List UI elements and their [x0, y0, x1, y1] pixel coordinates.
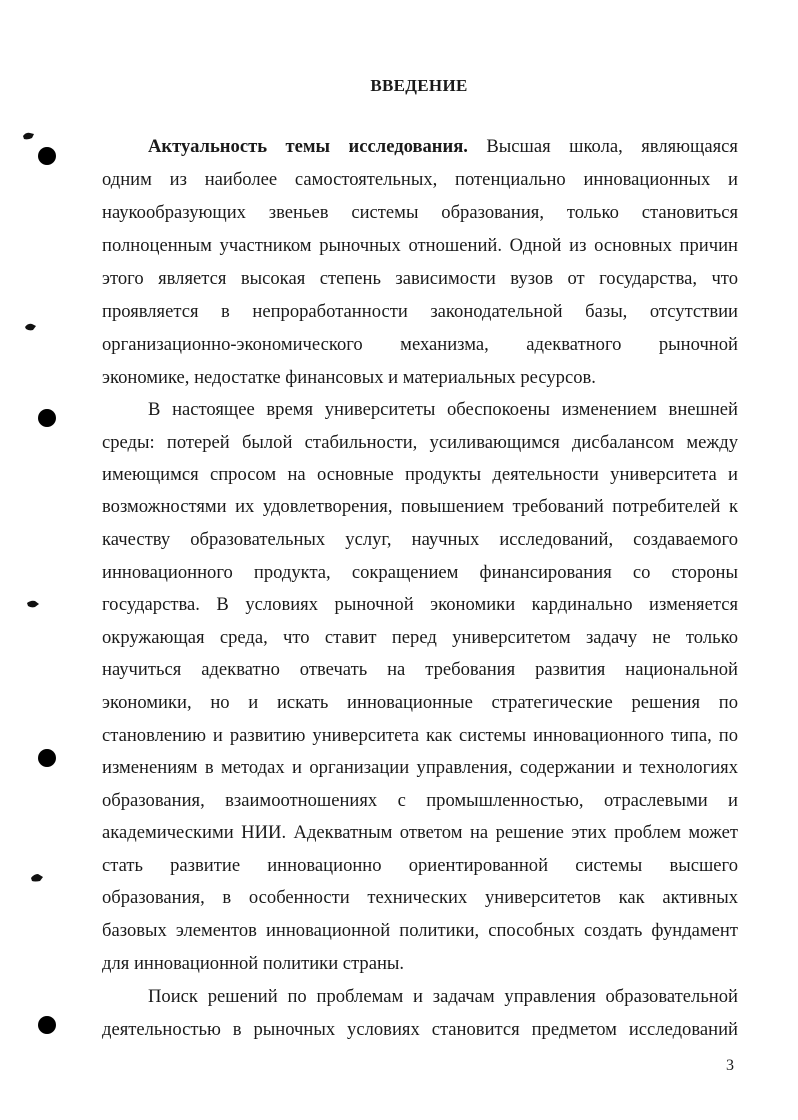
- text-line: возможностями их удовлетворения, повышением требований потребителей к: [102, 496, 738, 517]
- text-line: полноценным участником рыночных отношений. Одной из основных причин: [102, 235, 738, 256]
- text-line: изменениям в методах и организации управления, содержании и технологиях: [102, 757, 738, 778]
- text-line: государства. В условиях рыночной экономики кардинально изменяется: [102, 594, 738, 615]
- text-line: образования, взаимоотношениях с промышленностью, отраслевыми и: [102, 790, 738, 811]
- scan-mark: [26, 599, 40, 609]
- text-line: инновационного продукта, сокращением финансирования со стороны: [102, 562, 738, 583]
- scan-mark: [30, 873, 44, 883]
- text-line: экономики, но и искать инновационные стратегические решения по: [102, 692, 738, 713]
- text-line: имеющимся спросом на основные продукты деятельности университета и: [102, 464, 738, 485]
- text-line: академическими НИИ. Адекватным ответом на решение этих проблем может: [102, 822, 738, 843]
- text-line: Поиск решений по проблемам и задачам управления образовательной: [148, 986, 738, 1007]
- binder-hole: [38, 749, 56, 767]
- text-line: экономике, недостатке финансовых и материальных ресурсов.: [102, 367, 596, 388]
- section-heading-lead: Актуальность темы исследования.: [148, 136, 468, 157]
- text-line: организационно-экономического механизма, адекватного рыночной: [102, 334, 738, 355]
- binder-hole: [38, 1016, 56, 1034]
- scan-mark: [22, 131, 36, 141]
- scan-mark: [24, 322, 38, 332]
- text-line: образования, в особенности технических университетов как активных: [102, 887, 738, 908]
- text-line: проявляется в непроработанности законодательной базы, отсутствии: [102, 301, 738, 322]
- text-line: для инновационной политики страны.: [102, 953, 405, 974]
- text-line: деятельностью в рыночных условиях становится предметом исследований: [102, 1019, 738, 1040]
- text-line: стать развитие инновационно ориентированной системы высшего: [102, 855, 738, 876]
- text-line: качеству образовательных услуг, научных исследований, создаваемого: [102, 529, 738, 550]
- binder-hole: [38, 147, 56, 165]
- page-title: ВВЕДЕНИЕ: [370, 76, 468, 95]
- text-line: Актуальность темы исследования. Высшая школа, являющаяся: [148, 136, 738, 157]
- text-line: базовых элементов инновационной политики, способных создать фундамент: [102, 920, 738, 941]
- text-line: В настоящее время университеты обеспокоены изменением внешней: [148, 399, 738, 420]
- text-line: среды: потерей былой стабильности, усиливающимся дисбалансом между: [102, 432, 738, 453]
- binder-hole: [38, 409, 56, 427]
- text-line: наукообразующих звеньев системы образования, только становиться: [102, 202, 738, 223]
- text-line: одним из наиболее самостоятельных, потенциально инновационных и: [102, 169, 738, 190]
- text-line: научиться адекватно отвечать на требования развития национальной: [102, 659, 738, 680]
- text-line: этого является высокая степень зависимости вузов от государства, что: [102, 268, 738, 289]
- text-line: становлению и развитию университета как системы инновационного типа, по: [102, 725, 738, 746]
- text-line: окружающая среда, что ставит перед университетом задачу не только: [102, 627, 738, 648]
- page-number: 3: [726, 1057, 734, 1074]
